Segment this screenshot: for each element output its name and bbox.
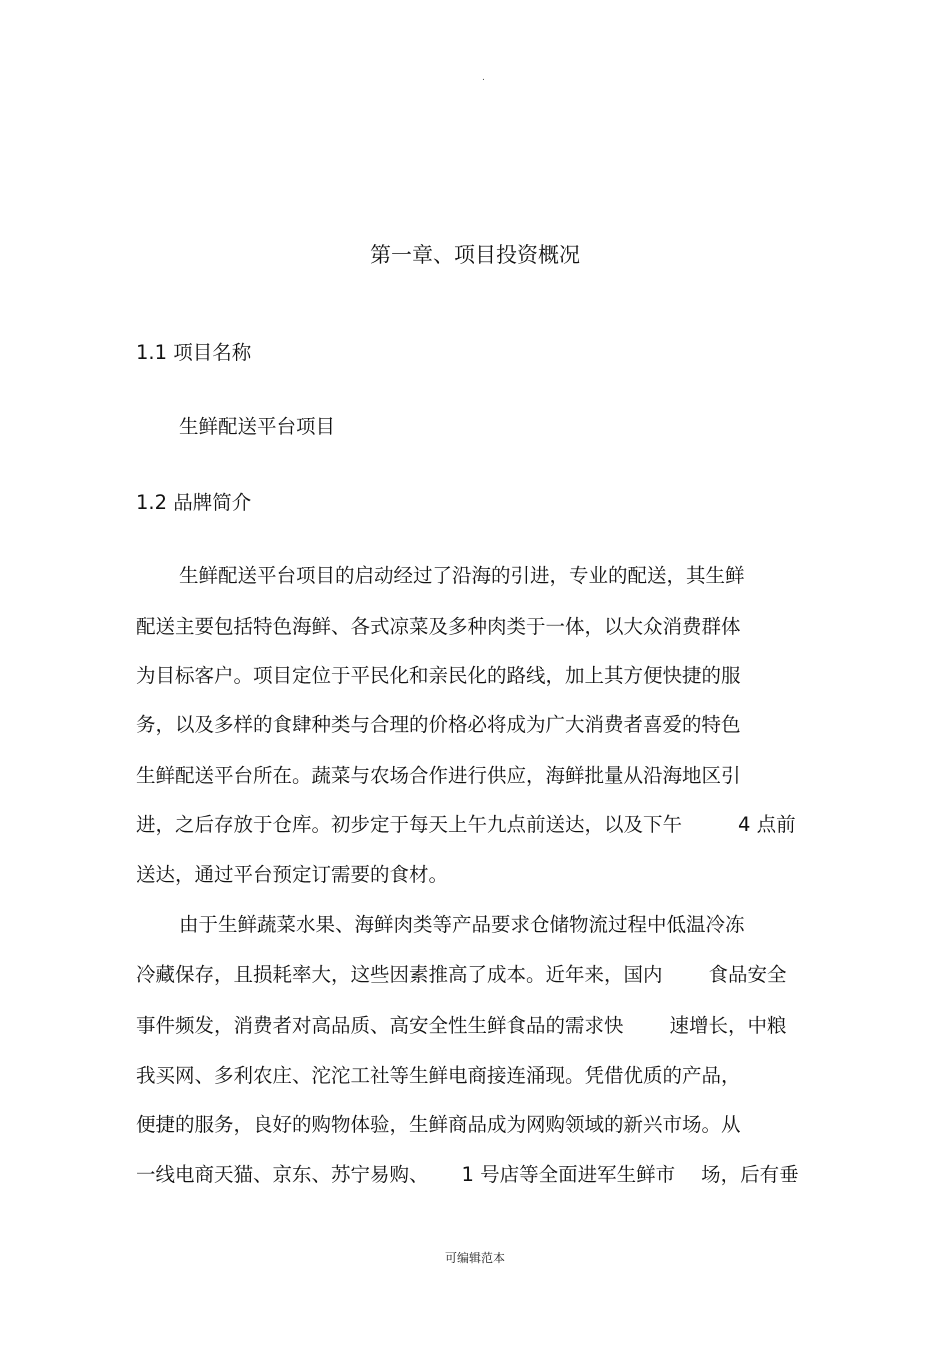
para2-line-3 bbox=[136, 1011, 787, 1041]
para1-line-6-b: 4 点前 bbox=[738, 813, 796, 836]
header-dot: . bbox=[482, 73, 485, 83]
para1-line-6-a: 进，之后存放于仓库。初步定于每天上午九点前送达，以及下午 bbox=[136, 813, 683, 836]
para2-line-2-a: 冷藏保存，且损耗率大，这些因素推高了成本。近年来，国内 bbox=[136, 963, 663, 986]
para2-line-5: 便捷的服务，良好的购物体验，生鲜商品成为网购领域的新兴市场。从 bbox=[136, 1113, 741, 1136]
para1-line-1: 生鲜配送平台项目的启动经过了沿海的引进，专业的配送，其生鲜 bbox=[179, 564, 745, 587]
para1-line-5: 生鲜配送平台所在。蔬菜与农场合作进行供应，海鲜批量从沿海地区引 bbox=[136, 764, 741, 787]
para1-line-4: 务，以及多样的食肆种类与合理的价格必将成为广大消费者喜爱的特色 bbox=[136, 713, 741, 736]
para2-line-3-b: 速增长，中粮 bbox=[669, 1014, 787, 1037]
footer-note: 可编辑范本 bbox=[444, 1251, 505, 1265]
para2-line-2 bbox=[136, 960, 787, 990]
para2-line-2-b: 食品安全 bbox=[708, 963, 787, 986]
para2-line-1: 由于生鲜蔬菜水果、海鲜肉类等产品要求仓储物流过程中低温冷冻 bbox=[179, 913, 745, 936]
para1-line-3: 为目标客户。项目定位于平民化和亲民化的路线，加上其方便快捷的服 bbox=[136, 664, 741, 687]
para1-line-6 bbox=[136, 810, 796, 840]
para2-line-4: 我买网、多利农庄、沱沱工社等生鲜电商接连涌现。凭借优质的产品， bbox=[136, 1064, 741, 1087]
section-1-1-heading: 1.1 项目名称 bbox=[136, 341, 252, 364]
para2-line-3-a: 事件频发，消费者对高品质、高安全性生鲜食品的需求快 bbox=[136, 1014, 624, 1037]
chapter-title: 第一章、项目投资概况 bbox=[370, 243, 580, 267]
para2-line-6-a: 一线电商天猫、京东、苏宁易购、 bbox=[136, 1163, 429, 1186]
para2-line-6-c: 场，后有垂 bbox=[701, 1163, 799, 1186]
section-1-2-heading: 1.2 品牌简介 bbox=[136, 491, 252, 514]
para2-line-6 bbox=[136, 1160, 799, 1190]
para1-line-2: 配送主要包括特色海鲜、各式凉菜及多种肉类于一体，以大众消费群体 bbox=[136, 615, 741, 638]
para2-line-6-b: 1 号店等全面进军生鲜市 bbox=[461, 1163, 676, 1186]
para1-line-7: 送达，通过平台预定订需要的食材。 bbox=[136, 863, 449, 886]
project-name: 生鲜配送平台项目 bbox=[179, 415, 336, 438]
